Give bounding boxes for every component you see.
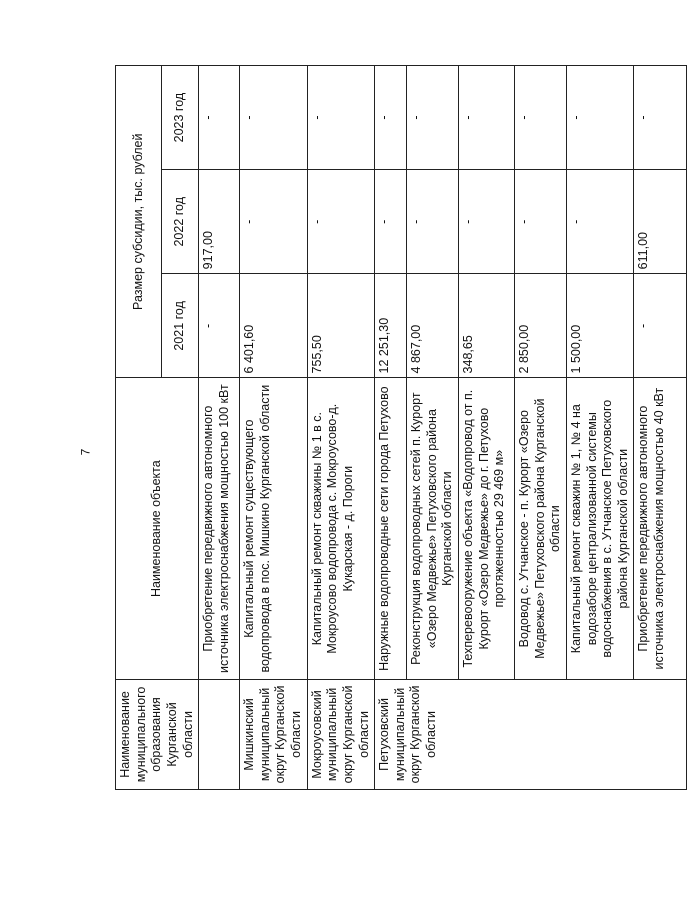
table-row [375, 66, 407, 790]
value-2023-cell: - [199, 66, 240, 170]
value-2023-cell: - [459, 66, 515, 170]
header-subsidy: Размер субсидии, тыс. рублей [116, 66, 162, 378]
header-row-1 [116, 66, 162, 790]
object-cell: Капитальный ремонт скважины № 1 в с. Мокроусово водопровода с. Мокроусово-д. Кукарская - д. Пороги [307, 378, 375, 679]
value-2021-cell: - [634, 274, 687, 378]
table-row [307, 66, 375, 790]
municipality-cell: Мокроусовский муниципальный округ Курганской области [307, 679, 375, 789]
object-cell: Техперевооружение объекта «Водопровод от п. Курорт «Озеро Медвежье» до г. Петухово протяженностью 29 469 м» [459, 378, 515, 679]
object-cell: Капитальный ремонт существующего водопровода в пос. Мишкино Курганской области [240, 378, 308, 679]
object-cell: Приобретение передвижного автономного источника электроснабжения мощностью 40 кВт [634, 378, 687, 679]
value-2021-cell: 755,50 [307, 274, 375, 378]
municipality-cell: Петуховский муниципальный округ Курганской области [375, 679, 687, 789]
value-2021-cell: 12 251,30 [375, 274, 407, 378]
header-year-2021: 2021 год [162, 274, 199, 378]
value-2023-cell: - [307, 66, 375, 170]
value-2023-cell: - [375, 66, 407, 170]
header-year-2023: 2023 год [162, 66, 199, 170]
value-2021-cell: - [199, 274, 240, 378]
value-2022-cell: 917,00 [199, 170, 240, 274]
page-number: 7 [78, 448, 93, 456]
subsidy-table-container [115, 65, 666, 790]
value-2021-cell: 6 401,60 [240, 274, 308, 378]
value-2022-cell: 611,00 [634, 170, 687, 274]
subsidy-table [115, 65, 687, 790]
value-2022-cell: - [375, 170, 407, 274]
municipality-cell [199, 679, 240, 789]
value-2022-cell: - [515, 170, 567, 274]
value-2021-cell: 1 500,00 [566, 274, 634, 378]
header-object: Наименование объекта [116, 378, 199, 679]
value-2023-cell: - [566, 66, 634, 170]
object-cell: Капитальный ремонт скважин № 1, № 4 на водозаборе централизованной системы водоснабжения в с. Утчанское Петуховского района Курганской области [566, 378, 634, 679]
object-cell: Приобретение передвижного автономного источника электроснабжения мощностью 100 кВт [199, 378, 240, 679]
value-2023-cell: - [515, 66, 567, 170]
object-cell: Наружные водопроводные сети города Петухово [375, 378, 407, 679]
value-2023-cell: - [407, 66, 459, 170]
value-2021-cell: 348,65 [459, 274, 515, 378]
municipality-cell: Мишкинский муниципальный округ Курганской области [240, 679, 308, 789]
object-cell: Реконструкция водопроводных сетей п. Курорт «Озеро Медвежье» Петуховского района Курганской области [407, 378, 459, 679]
object-cell: Водовод с. Утчанское - п. Курорт «Озеро Медвежье» Петуховского района Курганской области [515, 378, 567, 679]
value-2022-cell: - [307, 170, 375, 274]
value-2022-cell: - [459, 170, 515, 274]
header-municipality: Наименование муниципального образования Курганской области [116, 679, 199, 789]
value-2022-cell: - [566, 170, 634, 274]
value-2021-cell: 2 850,00 [515, 274, 567, 378]
value-2022-cell: - [407, 170, 459, 274]
value-2022-cell: - [240, 170, 308, 274]
header-year-2022: 2022 год [162, 170, 199, 274]
table-row [240, 66, 308, 790]
value-2023-cell: - [240, 66, 308, 170]
value-2021-cell: 4 867,00 [407, 274, 459, 378]
table-row [199, 66, 240, 790]
value-2023-cell: - [634, 66, 687, 170]
